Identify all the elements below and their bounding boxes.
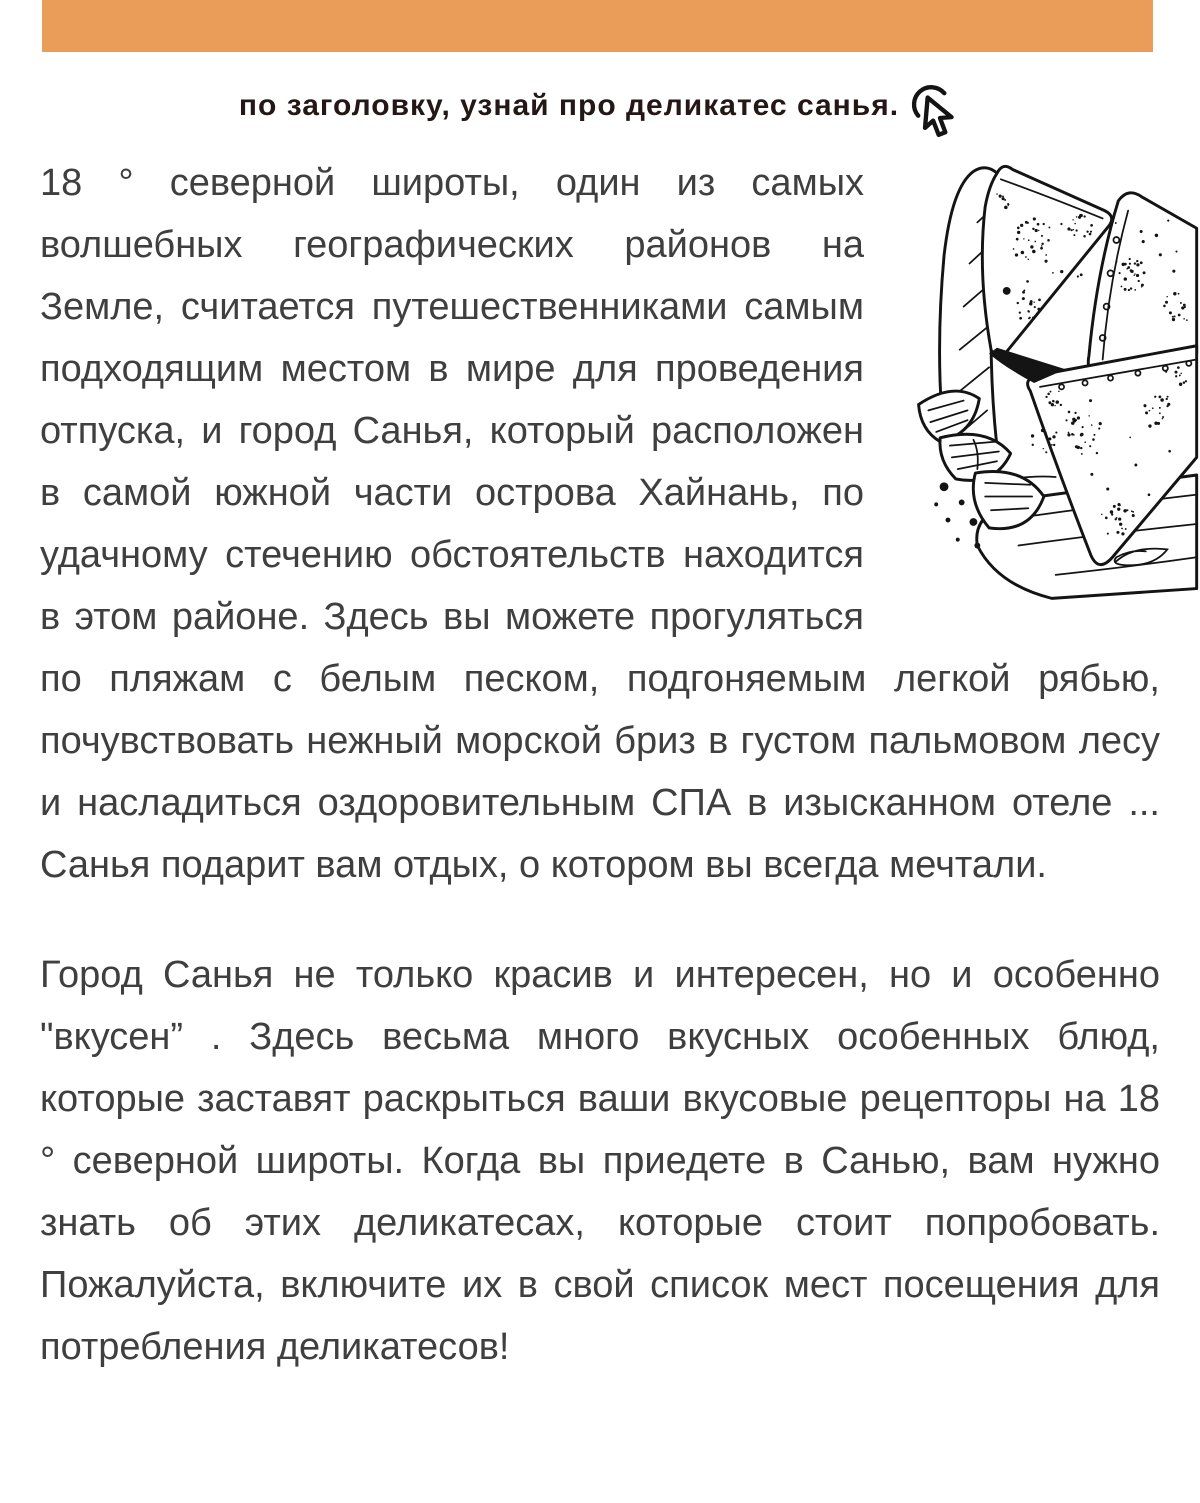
paragraph-2: Город Санья не только красив и интересен, но и особенно "вкусен” . Здесь весьма много вкусных особенных блюд, которые заставят раскрыться ваши вкусовые рецепторы на 18 ° северной широты. Когда вы приедете в Санью, вам нужно знать об этих деликатесах, которые стоит попробовать. Пожалуйста, включите их в свой список мест посещения для потребления деликатесов!	[40, 954, 1160, 1368]
paragraph-1: 18 ° северной широты, один из самых волшебных географических районов на Земле, считается путешественниками самым подходящим местом в мире для проведения отпуска, и город Санья, который расположен в самой южной части острова Хайнань, по удачному стечению обстоятельств находится в этом районе. Здесь вы можете прогуляться по пляжам с белым песком, подгоняемым легкой рябью, почувствовать нежный морской бриз в густом пальмовом лесу и насладиться оздоровительным СПА в изысканном отеле ... Санья подарит вам отдых, о котором вы всегда мечтали.	[40, 162, 1160, 886]
article-body	[40, 152, 1160, 1378]
cursor-click-icon	[903, 78, 961, 140]
page-title: по заголовку, узнай про деликатес санья.	[238, 89, 900, 122]
top-banner	[42, 0, 1153, 52]
page-heading	[0, 72, 1200, 140]
crepes-illustration	[880, 146, 1200, 616]
